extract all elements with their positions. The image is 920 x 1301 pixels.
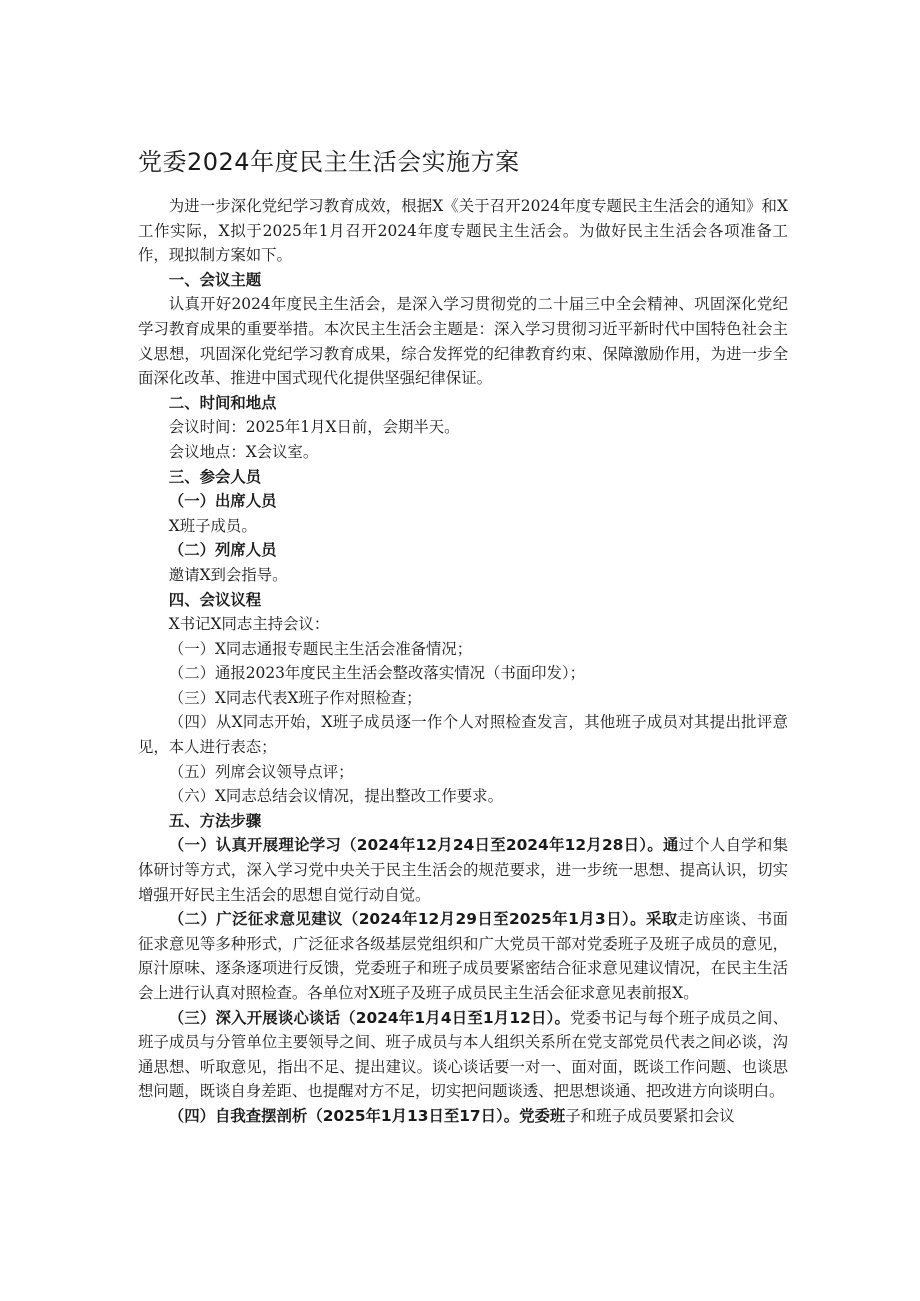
- subheading-attendees: （一）出席人员: [168, 492, 277, 511]
- meeting-place: 会议地点：X会议室。: [168, 442, 319, 461]
- agenda-lead: X书记X同志主持会议：: [168, 615, 330, 634]
- step-paragraph: [138, 907, 788, 1005]
- step-paragraph: [138, 833, 788, 907]
- agenda-item: （三）X同志代表X班子作对照检查；: [168, 688, 422, 707]
- document-body: [138, 194, 788, 1129]
- agenda-item: （六）X同志总结会议情况，提出整改工作要求。: [168, 787, 503, 806]
- section-heading-steps: 五、方法步骤: [168, 811, 262, 830]
- agenda-item: （四）从X同志开始，X班子成员逐一作个人对照检查发言，其他班子成员对其提出批评意见，本人进行表态；: [138, 713, 788, 757]
- theme-paragraph: 认真开好2024年度民主生活会，是深入学习贯彻党的二十届三中全会精神、巩固深化党纪学习教育成果的重要举措。本次民主生活会主题是：深入学习贯彻习近平新时代中国特色社会主义思想，巩固深化党纪学习教育成果，综合发挥党的纪律教育约束、保障激励作用，为进一步全面深化改革、推进中国式现代化提供坚强纪律保证。: [138, 295, 788, 388]
- meeting-time: 会议时间：2025年1月X日前，会期半天。: [168, 418, 460, 437]
- step-paragraph: [138, 1006, 788, 1104]
- step-text: 党委书记与每个班子成员之间、班子成员与分管单位主要领导之间、班子成员与本人组织关系所在党支部党员代表之间必谈，沟通思想、听取意见，指出不足、提出建议。谈心谈话要一对一、面对面，既谈工作问题、也谈思想问题，既谈自身差距、也提醒对方不足，切实把问题谈透、把思想谈通、把改进方向谈明白。: [138, 1008, 788, 1101]
- attendees-text: X班子成员。: [168, 516, 257, 535]
- observers-text: 邀请X到会指导。: [168, 565, 288, 584]
- step-text: 过个人自学和集体研讨等方式，深入学习党中央关于民主生活会的规范要求，进一步统一思想、提高认识，切实增强开好民主生活会的思想自觉行动自觉。: [138, 836, 788, 904]
- step-title: （四）自我查摆剖析（2025年1月13日至17日）。党委班: [168, 1106, 566, 1125]
- step-title: （三）深入开展谈心谈话（2024年1月4日至1月12日）。: [168, 1008, 571, 1027]
- section-heading-theme: 一、会议主题: [168, 270, 262, 289]
- intro-paragraph: 为进一步深化党纪学习教育成效，根据X《关于召开2024年度专题民主生活会的通知》和X工作实际，X拟于2025年1月召开2024年度专题民主生活会。为做好民主生活会各项准备工作，现拟制方案如下。: [138, 197, 788, 265]
- document-title: 党委2024年度民主生活会实施方案: [138, 148, 520, 176]
- section-heading-attendees: 三、参会人员: [168, 467, 262, 486]
- section-heading-agenda: 四、会议议程: [168, 590, 262, 609]
- step-text: 子和班子成员要紧扣会议: [565, 1106, 735, 1125]
- agenda-item: （一）X同志通报专题民主生活会准备情况；: [168, 639, 473, 658]
- section-heading-time-place: 二、时间和地点: [168, 393, 277, 412]
- step-paragraph: [138, 1104, 788, 1129]
- subheading-observers: （二）列席人员: [168, 541, 277, 560]
- agenda-item: （二）通报2023年度民主生活会整改落实情况（书面印发）；: [168, 664, 586, 683]
- step-title: （一）认真开展理论学习（2024年12月24日至2024年12月28日）。通: [168, 836, 679, 855]
- agenda-item: （五）列席会议领导点评；: [168, 762, 354, 781]
- step-text: 走访座谈、书面征求意见等多种形式，广泛征求各级基层党组织和广大党员干部对党委班子及班子成员的意见，原汁原味、逐条逐项进行反馈，党委班子和班子成员要紧密结合征求意见建议情况，在民主生活会上进行认真对照检查。各单位对X班子及班子成员民主生活会征求意见表前报X。: [138, 910, 788, 1002]
- step-title: （二）广泛征求意见建议（2024年12月29日至2025年1月3日）。采取: [168, 910, 678, 929]
